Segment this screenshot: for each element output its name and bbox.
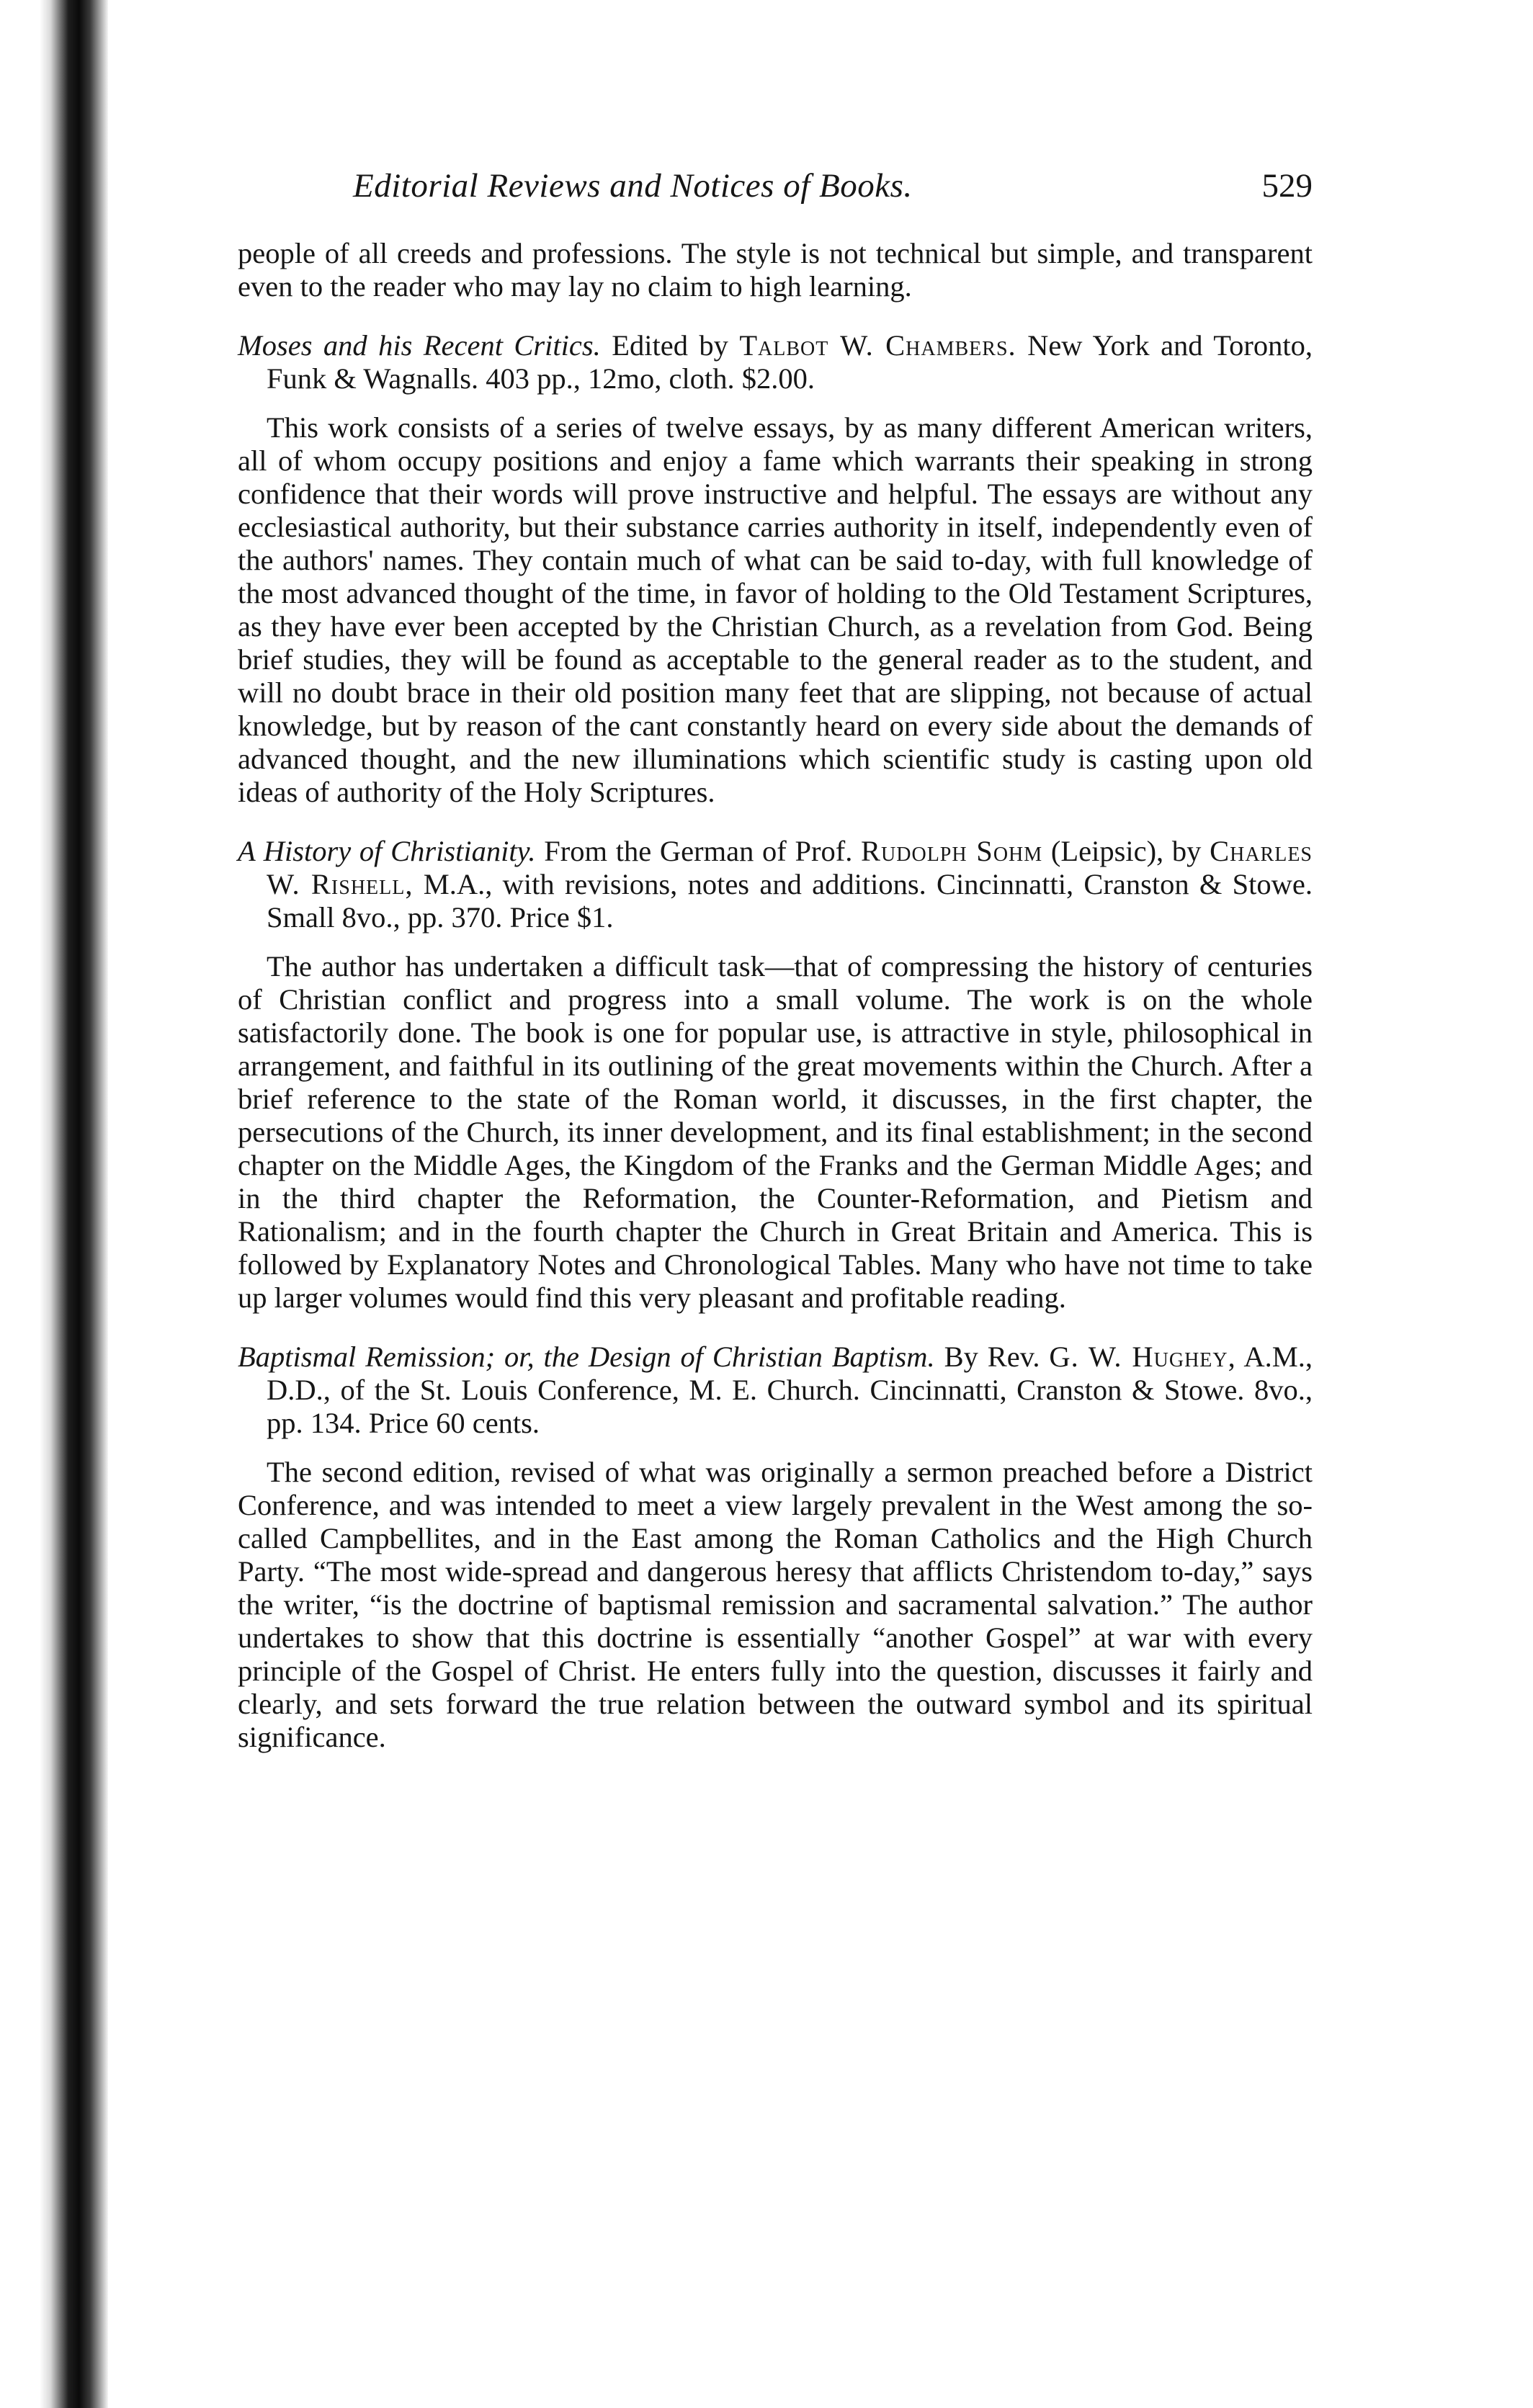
entry-text: (Leipsic), by: [1050, 835, 1202, 867]
author-name: Talbot W. Chambers.: [739, 329, 1016, 362]
review-body: This work consists of a series of twelve essays, by as many different American writers, all of whom occupy positions and enjoy a fame which warrants their speaking in strong confidence that their words will prove instructive and helpful. The essays are without any ecclesiastical authority, but their substance carries authority in itself, independently even of the authors' names. They contain much of what can be said to-day, with full knowledge of the most advanced thought of the time, in favor of holding to the Old Testament Scriptures, as they have ever been accepted by the Christian Church, as a revelation from God. Being brief studies, they will be found as acceptable to the general reader as to the student, and will no doubt brace in their old position many feet that are slipping, not because of actual knowledge, but by reason of the cant constantly heard on every side about the demands of advanced thought, and the new illuminations which scientific study is casting upon old ideas of authority of the Holy Scriptures.: [238, 411, 1313, 808]
translator-name: Charles W. Rishell,: [267, 835, 1313, 900]
book-spine-shadow: [0, 0, 108, 2408]
entry-text: From the German of Prof.: [544, 835, 853, 867]
running-title: Editorial Reviews and Notices of Books.: [353, 167, 913, 205]
running-head: [238, 169, 1313, 218]
book-title: A History of Christianity.: [238, 835, 536, 867]
author-name: Rudolph Sohm: [861, 835, 1043, 867]
book-title: Moses and his Recent Critics.: [238, 329, 601, 362]
review-entry-heading: [238, 835, 1313, 934]
page-number: 529: [1261, 167, 1313, 205]
review-body: The second edition, revised of what was originally a sermon preached before a District Conference, and was intended to meet a view largely prevalent in the West among the so-called Campbellites, and in the East among the Roman Catholics and the High Church Party. “The most wide-spread and dangerous heresy that afflicts Christendom to-day,” says the writer, “is the doctrine of baptismal remission and sacramental salvation.” The author undertakes to show that this doctrine is essentially “another Gospel” at war with every principle of the Gospel of Christ. He enters fully into the question, discusses it fairly and clearly, and sets forward the true relation between the outward symbol and its spiritual significance.: [238, 1456, 1313, 1753]
review-body: The author has undertaken a difficult task—that of compressing the history of centuries of Christian conflict and progress into a small volume. The work is on the whole satisfactorily done. The book is one for popular use, is attractive in style, philosophical in arrangement, and faithful in its outlining of the great movements within the Church. After a brief reference to the state of the Roman world, it discusses, in the first chapter, the persecutions of the Church, its inner development, and its final establishment; in the second chapter on the Middle Ages, the Kingdom of the Franks and the German Middle Ages; and in the third chapter the Reformation, the Counter-Reformation, and Pietism and Rationalism; and in the fourth chapter the Church in Great Britain and America. This is followed by Explanatory Notes and Chronological Tables. Many who have not time to take up larger volumes would find this very pleasant and profitable reading.: [238, 950, 1313, 1314]
book-title: Baptismal Remission; or, the Design of Christian Baptism.: [238, 1340, 935, 1373]
entry-text: New York and Toronto, Funk & Wagnalls. 403 pp., 12mo, cloth. $2.00.: [267, 329, 1313, 395]
entry-text: Edited by: [612, 329, 728, 362]
book-page: [238, 169, 1313, 1754]
review-entry-heading: [238, 329, 1313, 395]
review-entry-heading: [238, 1340, 1313, 1440]
author-name: G. W. Hughey,: [1049, 1340, 1236, 1373]
entry-text: A.M., D.D., of the St. Louis Conference, M. E. Church. Cincinnatti, Cranston & Stowe. 8vo., pp. 134. Price 60 cents.: [267, 1340, 1313, 1439]
entry-text: By Rev.: [944, 1340, 1040, 1373]
intro-paragraph: people of all creeds and professions. The style is not technical but simple, and transparent even to the reader who may lay no claim to high learning.: [238, 237, 1313, 303]
entry-text: M.A., with revisions, notes and additions. Cincinnatti, Cranston & Stowe. Small 8vo., pp. 370. Price $1.: [267, 868, 1313, 934]
